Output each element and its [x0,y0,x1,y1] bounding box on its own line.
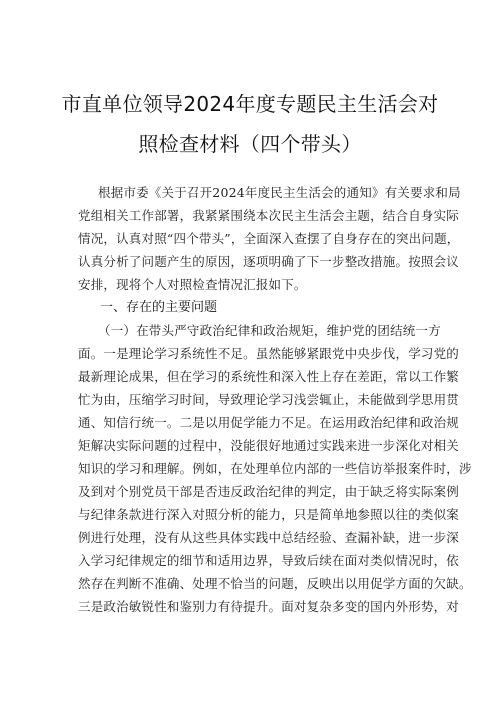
document-title-line-1: 市直单位领导2024年度专题民主生活会对 [61,92,439,116]
body-line: 矩解决实际问题的过程中，没能很好地通过实践来进一步深化对相关 [78,438,460,453]
document-title-line-2: 照检查材料（四个带头） [138,132,362,156]
intro-line: 根据市委《关于召开2024年度民主生活会的通知》有关要求和局 [98,185,461,200]
body-line: 入学习纪律规定的细节和适用边界，导致后续在面对类似情况时，依 [78,553,460,568]
intro-line: 党组相关工作部署，我紧紧围绕本次民主生活会主题，结合自身实际 [78,208,460,223]
body-line: 例进行处理，没有从这些具体实践中总结经验、查漏补缺，进一步深 [78,530,460,545]
intro-line: 安排，现将个人对照检查情况汇报如下。 [78,277,307,292]
body-line: 知识的学习和理解。例如，在处理单位内部的一些信访举报案件时，涉 [78,461,472,476]
body-line: （一）在带头严守政治纪律和政治规矩，维护党的团结统一方 [98,323,441,338]
section-heading: 一、存在的主要问题 [100,300,218,315]
body-line: 通、知信行统一。二是以用促学能力不足。在运用政治纪律和政治规 [78,415,460,430]
body-line: 三是政治敏锐性和鉴别力有待提升。面对复杂多变的国内外形势，对 [78,599,460,614]
body-line: 与纪律条款进行深入对照分析的能力，只是简单地参照以往的类似案 [78,507,460,522]
body-line: 最新理论成果，但在学习的系统性和深入性上存在差距，常以工作繁 [78,369,460,384]
intro-line: 情况，认真对照“四个带头”，全面深入查摆了自身存在的突出问题， [78,231,460,246]
body-line: 及到对个别党员干部是否违反政治纪律的判定，由于缺乏将实际案例 [78,484,460,499]
body-line: 面。一是理论学习系统性不足。虽然能够紧跟党中央步伐，学习党的 [78,346,460,361]
body-line: 忙为由，压缩学习时间，导致理论学习浅尝辄止，未能做到学思用贯 [78,392,460,407]
body-line: 然存在判断不准确、处理不恰当的问题，反映出以用促学方面的欠缺。 [78,576,472,591]
intro-line: 认真分析了问题产生的原因，逐项明确了下一步整改措施。按照会议 [78,254,460,269]
